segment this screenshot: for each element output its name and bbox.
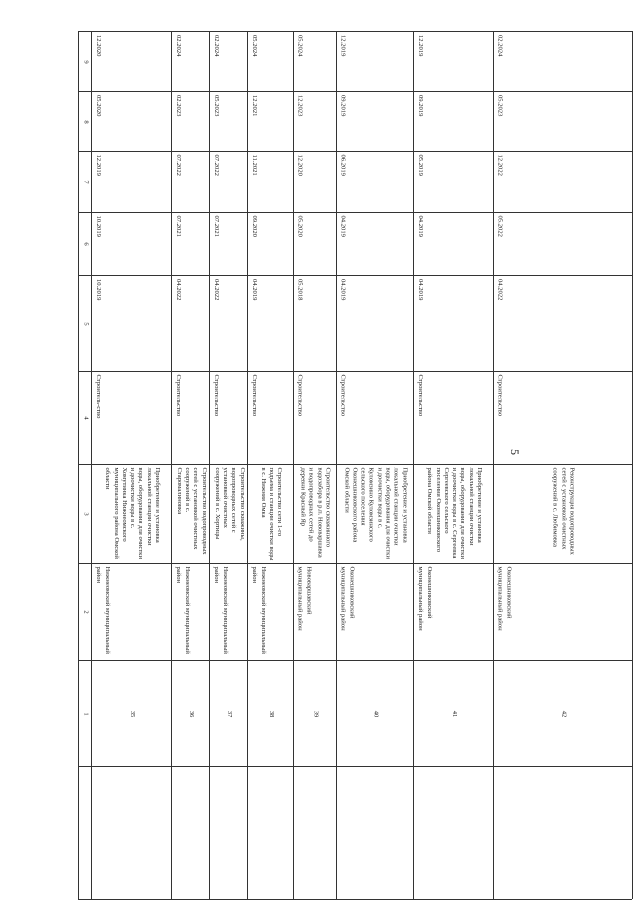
row-40-c6-text: 04.2019: [339, 215, 347, 237]
row-39-object: [294, 465, 336, 563]
row-40-c6: [337, 213, 413, 275]
row-41-work: [414, 372, 493, 464]
row-35-c8: [92, 92, 171, 151]
row-38-object: [248, 465, 293, 563]
row-41-c8-text: 09.2019: [416, 94, 424, 116]
row-39-c7: [294, 152, 336, 212]
header-cell-5-text: 5: [82, 321, 90, 326]
header-cell-7-text: 7: [82, 180, 90, 184]
row-37-c5-text: 04.2022: [212, 278, 220, 300]
row-36-c8-text: 02.2023: [174, 94, 182, 116]
row-40-c8: [337, 92, 413, 151]
row-40-c9: [337, 32, 413, 91]
row-41-num-text: 41: [450, 710, 458, 717]
row-41-num: [414, 661, 493, 766]
row-37-c9-text: 02.2024: [212, 34, 220, 56]
row-39-c5: [294, 276, 336, 371]
row-41-c7-text: 05.2019: [416, 154, 424, 176]
row-42-district: [494, 564, 632, 660]
row-37-c6: [210, 213, 247, 275]
row-41-c6-text: 04.2019: [416, 215, 424, 237]
row-39-c5-text: 05.2018: [296, 278, 304, 300]
row-35-object-text: Приобретение и установка локальной станции очистки воды, оборудования для очистки и доочистки воды в с. Хомутинка Нижнеомского муниципального района Омской области: [103, 467, 161, 561]
row-35-district: [92, 564, 171, 660]
row-36-c6-text: 07.2021: [174, 215, 182, 237]
row-35-c5: [92, 276, 171, 371]
row-39-num-text: 39: [312, 710, 320, 717]
row-37-object: [210, 465, 247, 563]
row-41-c7: [414, 152, 493, 212]
row-41-c8: [414, 92, 493, 151]
header-cell-4-text: 4: [82, 416, 90, 420]
row-40-c7-text: 06.2019: [339, 154, 347, 176]
row-35-c6: [92, 213, 171, 275]
row-35-c7-text: 12.2019: [94, 154, 102, 176]
row-38-district: [248, 564, 293, 660]
row-42-num-text: 42: [560, 710, 568, 717]
row-42-work: [494, 372, 632, 464]
row-39-district-text: Нововаршавский муниципальный район: [296, 566, 313, 631]
row-40-object: [337, 465, 413, 563]
row-42-c9: [494, 32, 632, 91]
row-36-object: [172, 465, 209, 563]
row-40-num-text: 40: [372, 710, 380, 717]
row-42-object: [494, 465, 632, 563]
row-36-district-text: Нижнеомский муниципальный район: [174, 566, 191, 656]
row-35-district-text: Нижнеомский муниципальный район: [94, 566, 111, 656]
header-cell-2-text: 2: [82, 610, 90, 614]
header-cell-9: [79, 32, 91, 91]
row-41-object: [414, 465, 493, 563]
row-36-c9-text: 02.2024: [174, 34, 182, 56]
row-42-c5-text: 04.2022: [496, 278, 504, 300]
row-36-c8: [172, 92, 209, 151]
header-cell-1: [79, 661, 91, 766]
row-41-object-text: Приобретение и установка локальной станции очистки воды, оборудования для очистки и доочистки воды в с. Сергеевка Сергеевского сельского поселения Оконешниковского района Омской области: [425, 467, 483, 561]
row-37-object-text: Строительство скважины, водопроводных сетей с установкой очистных сооружений в с. Хортицы: [213, 467, 246, 543]
row-37-c7: [210, 152, 247, 212]
header-cell-7: [79, 152, 91, 212]
row-38-c5: [248, 276, 293, 371]
row-38-c9-text: 05.2024: [250, 34, 258, 56]
row-40-district-text: Оконешниковский муниципальный район: [339, 566, 356, 631]
row-37-c5: [210, 276, 247, 371]
row-37-c8-text: 05.2023: [212, 94, 220, 116]
row-40-c7: [337, 152, 413, 212]
row-37-c8: [210, 92, 247, 151]
row-40-work-text: Строительство: [339, 374, 347, 417]
row-42-district-text: Оконешниковский муниципальный район: [496, 566, 513, 631]
row-39-work-text: Строительство: [296, 374, 304, 417]
row-36-c5-text: 04.2022: [174, 278, 182, 300]
row-35-c9: [92, 32, 171, 91]
row-42-c8: [494, 92, 632, 151]
header-cell-3-text: 3: [82, 512, 90, 516]
row-38-num-text: 38: [267, 710, 275, 717]
row-36-district: [172, 564, 209, 660]
row-39-district: [294, 564, 336, 660]
row-36-c6: [172, 213, 209, 275]
row-36-num-text: 36: [187, 710, 195, 717]
row-35-work: [92, 372, 171, 464]
row-42-c5: [494, 276, 632, 371]
row-37-c6-text: 07.2021: [212, 215, 220, 237]
row-38-work-text: Строительство: [250, 374, 258, 417]
row-41-district-text: Оконешниковский муниципальный район: [416, 566, 433, 631]
row-40-work: [337, 372, 413, 464]
row-41-c9: [414, 32, 493, 91]
row-40-object-text: Приобретение и установка локальной станции очистки воды, оборудования для очистки и доочистки воды в с. Куломзино Куломзинского сельского поселения Оконешниковского района Омской области: [343, 467, 409, 561]
row-39-work: [294, 372, 336, 464]
row-36-c5: [172, 276, 209, 371]
row-38-c8: [248, 92, 293, 151]
row-39-c8-text: 12.2023: [296, 94, 304, 116]
row-38-num: [248, 661, 293, 766]
row-38-c8-text: 12.2021: [250, 94, 258, 116]
row-38-district-text: Нижнеомский муниципальный район: [250, 566, 267, 656]
row-42-c8-text: 05.2023: [496, 94, 504, 116]
row-42-c6: [494, 213, 632, 275]
row-39-c7-text: 12.2020: [296, 154, 304, 176]
row-38-c9: [248, 32, 293, 91]
header-cell-3: [79, 465, 91, 563]
row-38-c6: [248, 213, 293, 275]
row-41-c6: [414, 213, 493, 275]
header-cell-6-text: 6: [82, 242, 90, 246]
row-38-c7: [248, 152, 293, 212]
row-35-c9-text: 12.2020: [94, 34, 102, 56]
row-37-num: [210, 661, 247, 766]
row-41-c9-text: 12.2019: [416, 34, 424, 56]
row-42-work-text: Строительство: [496, 374, 504, 417]
row-35-c5-text: 10.2019: [94, 278, 102, 300]
row-38-c6-text: 09.2020: [250, 215, 258, 237]
row-37-district: [210, 564, 247, 660]
row-37-num-text: 37: [225, 710, 233, 717]
row-42-num: [494, 661, 632, 766]
header-cell-9-text: 9: [82, 59, 90, 64]
row-38-c5-text: 04.2019: [250, 278, 258, 300]
row-35-object: [92, 465, 171, 563]
row-39-object-text: Строительство скважинного водозабора в р.п. Нововаршавка и водопроводных сетей до деревни Красный Яр: [299, 467, 332, 560]
header-cell-2: [79, 564, 91, 660]
row-37-work: [210, 372, 247, 464]
row-41-c5: [414, 276, 493, 371]
row-42-c7-text: 12.2022: [496, 154, 504, 176]
row-37-district-text: Нижнеомский муниципальный район: [212, 566, 229, 656]
row-35-c7: [92, 152, 171, 212]
row-35-num: [92, 661, 171, 766]
row-41-district: [414, 564, 493, 660]
row-41-c5-text: 04.2019: [416, 278, 424, 300]
page-number: 5: [508, 449, 522, 455]
row-36-c7-text: 07.2022: [174, 154, 182, 176]
row-39-num: [294, 661, 336, 766]
header-cell-8: [79, 92, 91, 151]
row-40-c5: [337, 276, 413, 371]
row-36-c7: [172, 152, 209, 212]
header-cell-6: [79, 213, 91, 275]
row-35-c8-text: 05.2020: [94, 94, 102, 116]
row-36-c9: [172, 32, 209, 91]
row-36-work-text: Строительство: [174, 374, 182, 417]
row-36-object-text: Строительство водопроводных сетей с установкой очистных сооружений в с. Старомалиновка: [175, 467, 208, 557]
row-40-c8-text: 09.2019: [339, 94, 347, 116]
row-40-district: [337, 564, 413, 660]
row-39-c6: [294, 213, 336, 275]
row-35-num-text: 35: [128, 710, 136, 717]
schedule-table: [78, 31, 632, 899]
row-37-c9: [210, 32, 247, 91]
row-39-c6-text: 05.2020: [296, 215, 304, 237]
header-cell-5: [79, 276, 91, 371]
row-36-work: [172, 372, 209, 464]
row-42-c9-text: 02.2024: [496, 34, 504, 56]
row-38-c7-text: 11.2021: [250, 154, 258, 176]
row-39-c8: [294, 92, 336, 151]
header-cell-8-text: 8: [82, 119, 90, 124]
row-38-work: [248, 372, 293, 464]
row-37-c7-text: 07.2022: [212, 154, 220, 176]
row-36-num: [172, 661, 209, 766]
row-42-object-text: Реконструкция водопроводных сетей с установкой очистных сооружений в с. Любимовка: [551, 467, 576, 557]
header-cell-4: [79, 372, 91, 464]
row-37-work-text: Строительство: [212, 374, 220, 417]
header-cell-1-text: 1: [82, 711, 90, 716]
row-41-work-text: Строительство: [416, 374, 424, 417]
row-40-num: [337, 661, 413, 766]
row-39-c9-text: 05.2024: [296, 34, 304, 56]
row-35-c6-text: 10.2019: [94, 215, 102, 237]
row-42-c7: [494, 152, 632, 212]
row-40-c9-text: 12.2019: [339, 34, 347, 56]
row-39-c9: [294, 32, 336, 91]
row-40-c5-text: 04.2019: [339, 278, 347, 300]
row-38-object-text: Строительство сети 1-го подъема и станции очистки воды в с. Нижняя Омка: [259, 467, 283, 563]
row-42-c6-text: 05.2022: [496, 215, 504, 237]
row-35-work-text: Строитель-ство: [94, 374, 102, 419]
